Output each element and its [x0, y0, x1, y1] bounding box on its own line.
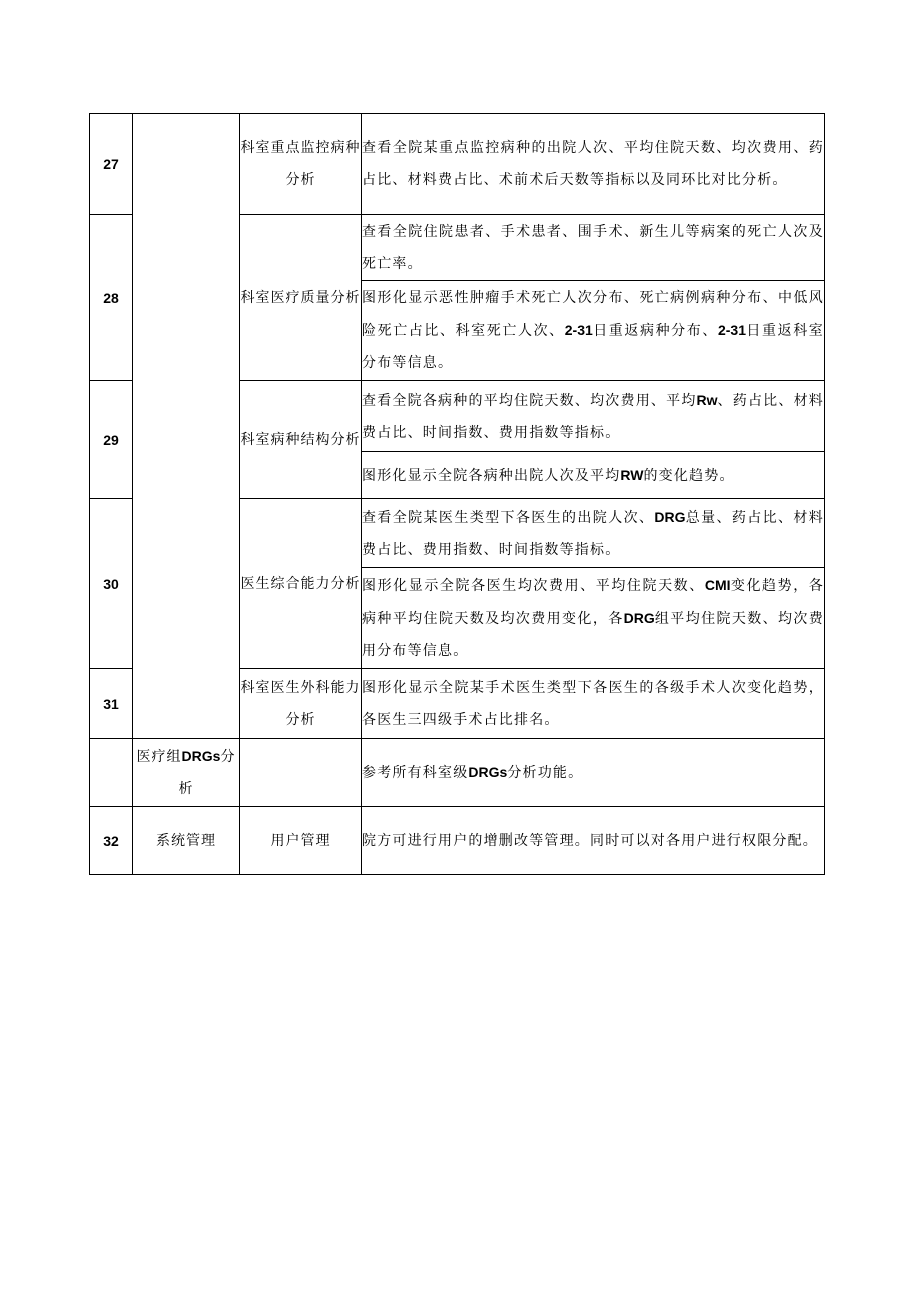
function-name: 科室病种结构分析	[240, 381, 362, 499]
row-number: 28	[90, 215, 133, 381]
table-row	[90, 807, 825, 875]
row-number: 31	[90, 669, 133, 739]
function-name: 用户管理	[240, 807, 362, 875]
module-cell-empty	[133, 114, 240, 739]
function-description: 图形化显示全院各医生均次费用、平均住院天数、CMI变化趋势，各病种平均住院天数及均次费用变化，各DRG组平均住院天数、均次费用分布等信息。	[362, 568, 825, 669]
function-name: 科室医疗质量分析	[240, 215, 362, 381]
row-number: 30	[90, 499, 133, 669]
function-description: 查看全院某医生类型下各医生的出院人次、DRG总量、药占比、材料费占比、费用指数、时间指数等指标。	[362, 499, 825, 568]
function-description: 图形化显示全院某手术医生类型下各医生的各级手术人次变化趋势，各医生三四级手术占比排名。	[362, 669, 825, 739]
row-number: 29	[90, 381, 133, 499]
function-description: 图形化显示全院各病种出院人次及平均RW的变化趋势。	[362, 452, 825, 499]
row-number	[90, 739, 133, 807]
table-row	[90, 114, 825, 215]
function-spec-table	[89, 113, 825, 875]
function-description: 查看全院某重点监控病种的出院人次、平均住院天数、均次费用、药占比、材料费占比、术前术后天数等指标以及同环比对比分析。	[362, 114, 825, 215]
function-description: 查看全院住院患者、手术患者、围手术、新生儿等病案的死亡人次及死亡率。	[362, 215, 825, 281]
module-name: 医疗组DRGs分析	[133, 739, 240, 807]
function-name	[240, 739, 362, 807]
function-name: 科室医生外科能力分析	[240, 669, 362, 739]
module-name: 系统管理	[133, 807, 240, 875]
function-name: 科室重点监控病种分析	[240, 114, 362, 215]
row-number: 32	[90, 807, 133, 875]
function-description: 图形化显示恶性肿瘤手术死亡人次分布、死亡病例病种分布、中低风险死亡占比、科室死亡人次、2-31日重返病种分布、2-31日重返科室分布等信息。	[362, 281, 825, 381]
function-name: 医生综合能力分析	[240, 499, 362, 669]
function-description: 查看全院各病种的平均住院天数、均次费用、平均Rw、药占比、材料费占比、时间指数、费用指数等指标。	[362, 381, 825, 452]
row-number: 27	[90, 114, 133, 215]
table-row	[90, 739, 825, 807]
function-description: 参考所有科室级DRGs分析功能。	[362, 739, 825, 807]
function-description: 院方可进行用户的增删改等管理。同时可以对各用户进行权限分配。	[362, 807, 825, 875]
